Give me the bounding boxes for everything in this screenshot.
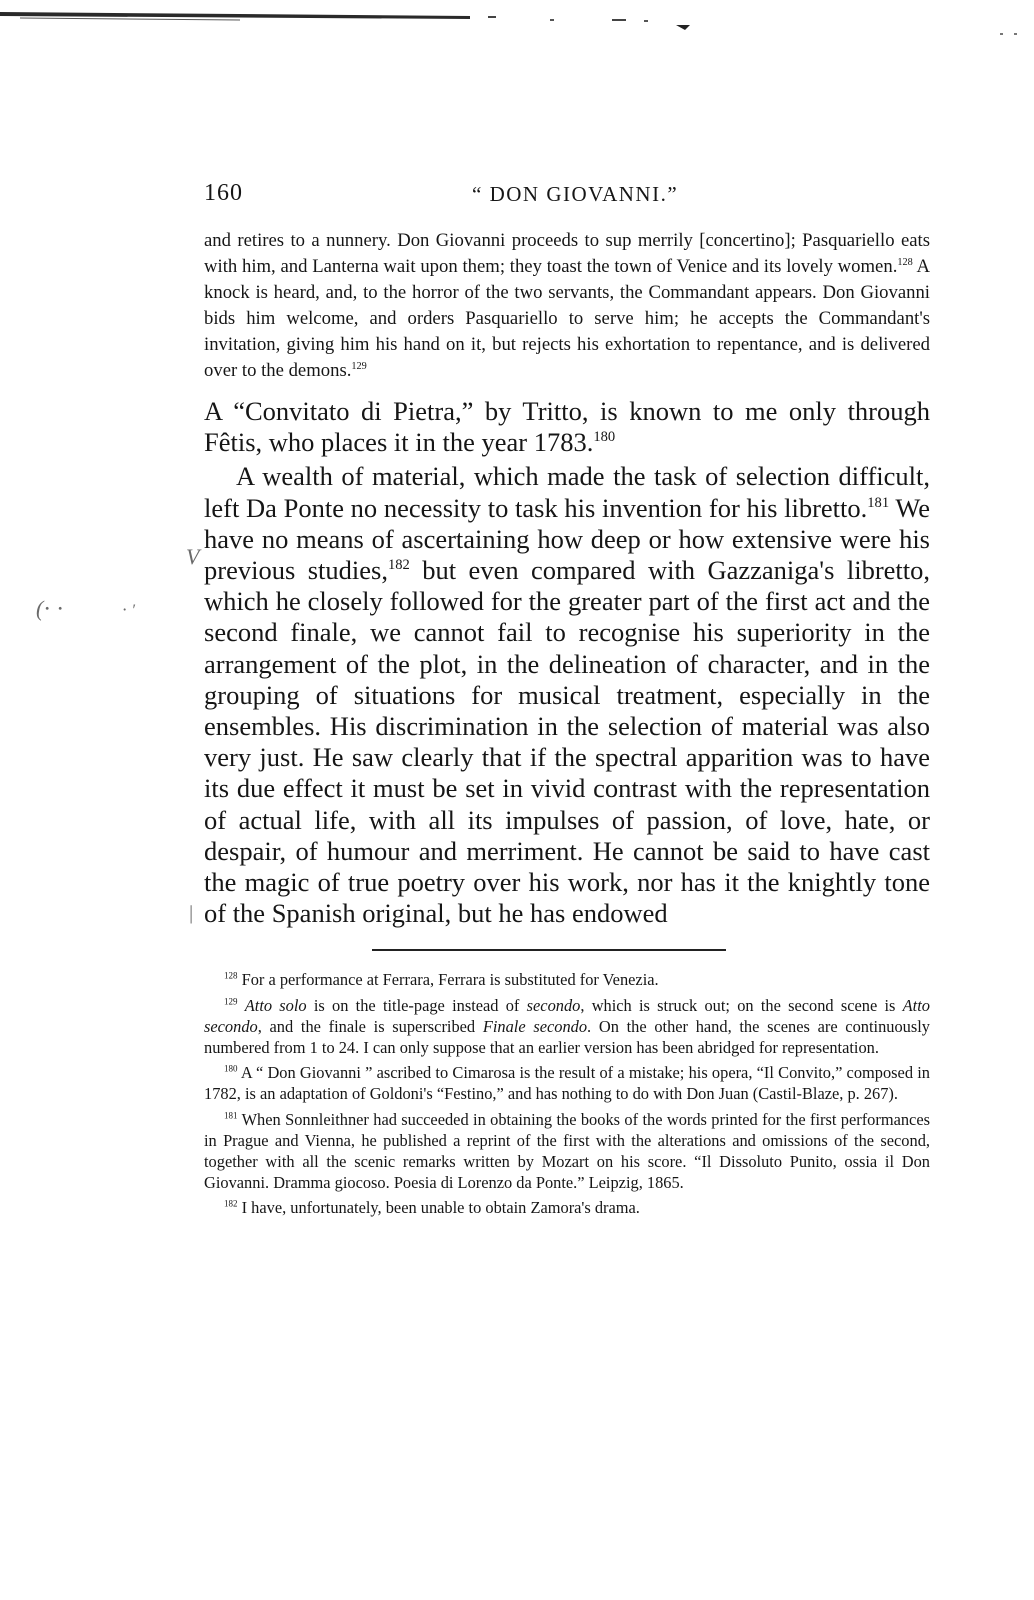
footnote-181: $^{181}$ When Sonnleithner had succeeded in obtaining the books of the words printed for the first performances in Prague and Vienna, he published a reprint of the first with the alterations and omissions of the second, together with all the scenic remarks written by Mozart on his score. “Il Dissoluto Punito, ossia il Don Giovanni. Dramma giocoso. Poesia di Lorenzo da Ponte.” Leipzig, 1865. (204, 1109, 930, 1193)
book-page (204, 180, 930, 1219)
tritto-paragraph: A “Convitato di Pietra,” by Tritto, is known to me only through Fêtis, who places it in the year 1783.$^{180}$ (204, 396, 930, 458)
intro-paragraph: and retires to a nunnery. Don Giovanni proceeds to sup merrily [concertino]; Pasquariello eats with him, and Lanterna wait upon them; they toast the town of Venice and its lovely women.$^{128}$ A knock is heard, and, to the horror of the two servants, the Commandant appears. Don Giovanni bids him welcome, and orders Pasquariello to serve him; he accepts the Commandant's invitation, giving him his hand on it, but rejects his exhortation to repentance, and is delivered over to the demons.$^{129}$ (204, 230, 931, 381)
footnote-ref: 182 (387, 557, 410, 574)
margin-pencil-mark: | (188, 902, 194, 924)
footnote-ref: 128 (897, 256, 913, 268)
running-header (204, 180, 930, 214)
footnote-ref: 181 (867, 494, 890, 511)
margin-pencil-mark: V (186, 544, 200, 569)
footnote-128: $^{128}$ For a performance at Ferrara, Ferrara is substituted for Venezia. (224, 970, 659, 990)
margin-pencil-mark: ⋅ ′ (122, 602, 135, 619)
footnote-180: $^{180}$ A “ Don Giovanni ” ascribed to Cimarosa is the result of a mistake; his opera, “Il Convito,” composed in 1782, is an adaptation of Goldoni's “Festino,” and has nothing to do with Don Juan (Castil-Blaze, p. 267). (204, 1063, 930, 1104)
footnote-ref: 129 (351, 360, 367, 372)
footnotes (204, 969, 930, 1218)
running-title: “ DON GIOVANNI.” (472, 182, 679, 206)
page-number: 160 (204, 180, 243, 206)
footnote-rule (372, 949, 726, 951)
margin-pencil-mark: (⋅ ⋅ (36, 596, 64, 621)
footnote-129: $^{129}$ Atto solo is on the title-page instead of secondo, which is struck out; on the second scene is Atto secondo, and the finale is superscribed Finale secondo. On the other hand, the scenes are continuously numbered from 1 to 24. I can only suppose that an earlier version has been abridged for representation. (204, 995, 930, 1058)
main-paragraph: A wealth of material, which made the task of selection difficult, left Da Ponte no necessity to task his invention for his libretto.$^{181}$ We have no means of ascertaining how deep or how extensive were his previous studies,$^{182}$ but even compared with Gazzaniga's libretto, which he closely followed for the greater part of the first act and the second finale, we cannot fail to recognise his superiority in the arrangement of the plot, in the delineation of character, and in the grouping of situations for musical treatment, especially in the ensembles. His discrimination in the selection of material was also very just. He saw clearly that if the spectral apparition was to have its due effect it must be set in vivid contrast with the representation of actual life, with all its impulses of passion, of love, hate, or despair, of humour and merriment. He cannot be said to have cast the magic of true poetry over his work, nor has it the knightly tone of the Spanish original, but he has endowed (204, 461, 931, 929)
footnote-182: $^{182}$ I have, unfortunately, been unable to obtain Zamora's drama. (224, 1198, 640, 1218)
footnote-ref: 180 (593, 429, 616, 446)
scan-edge-marks (0, 0, 1034, 40)
